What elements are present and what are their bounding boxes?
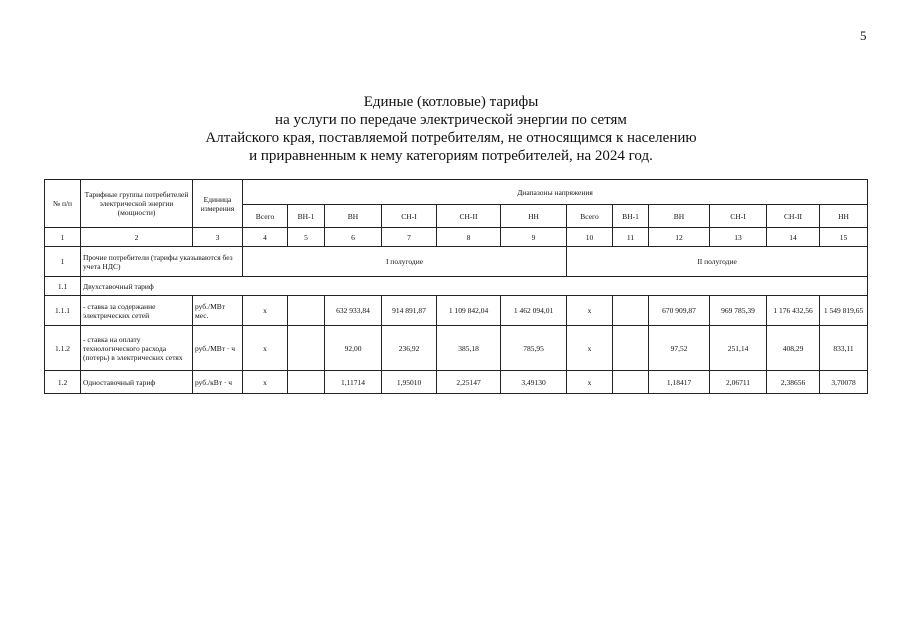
section-name: Прочие потребители (тарифы указываются без учета НДС) <box>81 247 243 277</box>
table-cell: 1,18417 <box>649 371 710 394</box>
row-num: 1.1.2 <box>45 326 81 371</box>
table-cell: 833,11 <box>820 326 868 371</box>
tariff-table <box>44 179 868 394</box>
row-unit: руб./МВт мес. <box>193 296 243 326</box>
column-number: 1 <box>45 228 81 247</box>
header-voltage-ranges: Диапазоны напряжения <box>243 180 868 205</box>
table-cell: 1 176 432,56 <box>767 296 820 326</box>
half-year-2: II полугодие <box>567 247 868 277</box>
column-number: 13 <box>710 228 767 247</box>
header-level: ВН <box>649 205 710 228</box>
column-number: 15 <box>820 228 868 247</box>
table-cell: x <box>567 326 613 371</box>
table-cell <box>288 326 325 371</box>
table-cell <box>288 296 325 326</box>
subsection-num: 1.1 <box>45 277 81 296</box>
header-level: ВН-1 <box>613 205 649 228</box>
title-line: на услуги по передаче электрической энергии по сетям <box>275 112 627 128</box>
table-row <box>45 326 868 371</box>
table-cell: 92,00 <box>325 326 382 371</box>
table-cell: 3,70078 <box>820 371 868 394</box>
header-groups: Тарифные группы потребителей электрической энергии (мощности) <box>81 180 193 228</box>
title-line: и приравненным к нему категориям потребителей, на 2024 год. <box>249 148 653 164</box>
row-num: 1.1.1 <box>45 296 81 326</box>
column-number: 11 <box>613 228 649 247</box>
table-cell: 251,14 <box>710 326 767 371</box>
table-cell: 1,11714 <box>325 371 382 394</box>
table-cell: 3,49130 <box>501 371 567 394</box>
column-number: 9 <box>501 228 567 247</box>
title-line: Единые (котловые) тарифы <box>363 94 539 110</box>
table-cell: 670 909,87 <box>649 296 710 326</box>
column-number-row <box>45 228 868 247</box>
column-number: 5 <box>288 228 325 247</box>
column-number: 6 <box>325 228 382 247</box>
page-number: 5 <box>860 28 867 43</box>
column-number: 12 <box>649 228 710 247</box>
table-cell <box>613 296 649 326</box>
column-number: 14 <box>767 228 820 247</box>
table-cell: 969 785,39 <box>710 296 767 326</box>
table-cell: 632 933,84 <box>325 296 382 326</box>
header-level: Всего <box>243 205 288 228</box>
table-cell: 1 549 819,65 <box>820 296 868 326</box>
column-number: 7 <box>382 228 437 247</box>
column-number: 10 <box>567 228 613 247</box>
subsection-row <box>45 277 868 296</box>
header-level: СН-II <box>767 205 820 228</box>
table-cell <box>288 371 325 394</box>
header-row <box>45 180 868 205</box>
row-name: Одноставочный тариф <box>81 371 193 394</box>
column-number: 4 <box>243 228 288 247</box>
table-cell: 785,95 <box>501 326 567 371</box>
table-cell: 1 462 094,01 <box>501 296 567 326</box>
table-cell: 1,95010 <box>382 371 437 394</box>
row-num: 1.2 <box>45 371 81 394</box>
header-level: Всего <box>567 205 613 228</box>
row-name: - ставка за содержание электрических сетей <box>81 296 193 326</box>
table-cell: 236,92 <box>382 326 437 371</box>
table-cell: 2,38656 <box>767 371 820 394</box>
header-level: ВН <box>325 205 382 228</box>
table-cell: x <box>243 326 288 371</box>
section-num: 1 <box>45 247 81 277</box>
table-cell: x <box>567 371 613 394</box>
row-unit: руб./МВт · ч <box>193 326 243 371</box>
document-title <box>0 93 902 165</box>
column-number: 8 <box>437 228 501 247</box>
header-level: ВН-1 <box>288 205 325 228</box>
table-cell: 97,52 <box>649 326 710 371</box>
table-cell <box>613 371 649 394</box>
table-cell: x <box>243 296 288 326</box>
subsection-name: Двухставочный тариф <box>81 277 868 296</box>
header-level: НН <box>820 205 868 228</box>
header-num: № п/п <box>45 180 81 228</box>
table-cell: 2,25147 <box>437 371 501 394</box>
table-cell: 2,06711 <box>710 371 767 394</box>
section-row <box>45 247 868 277</box>
table-row <box>45 296 868 326</box>
table-cell: x <box>243 371 288 394</box>
table-cell: 1 109 842,04 <box>437 296 501 326</box>
column-number: 2 <box>81 228 193 247</box>
title-line: Алтайского края, поставляемой потребителям, не относящимся к населению <box>205 130 697 146</box>
column-number: 3 <box>193 228 243 247</box>
half-year-1: I полугодие <box>243 247 567 277</box>
header-level: НН <box>501 205 567 228</box>
header-level: СН-II <box>437 205 501 228</box>
table-cell: 914 891,87 <box>382 296 437 326</box>
table-cell <box>613 326 649 371</box>
table-cell: 408,29 <box>767 326 820 371</box>
header-level: СН-I <box>710 205 767 228</box>
row-name: - ставка на оплату технологического расхода (потерь) в электрических сетях <box>81 326 193 371</box>
row-unit: руб./кВт · ч <box>193 371 243 394</box>
header-level: СН-I <box>382 205 437 228</box>
table-cell: 385,18 <box>437 326 501 371</box>
header-unit: Единица измерения <box>193 180 243 228</box>
table-row <box>45 371 868 394</box>
table-cell: x <box>567 296 613 326</box>
